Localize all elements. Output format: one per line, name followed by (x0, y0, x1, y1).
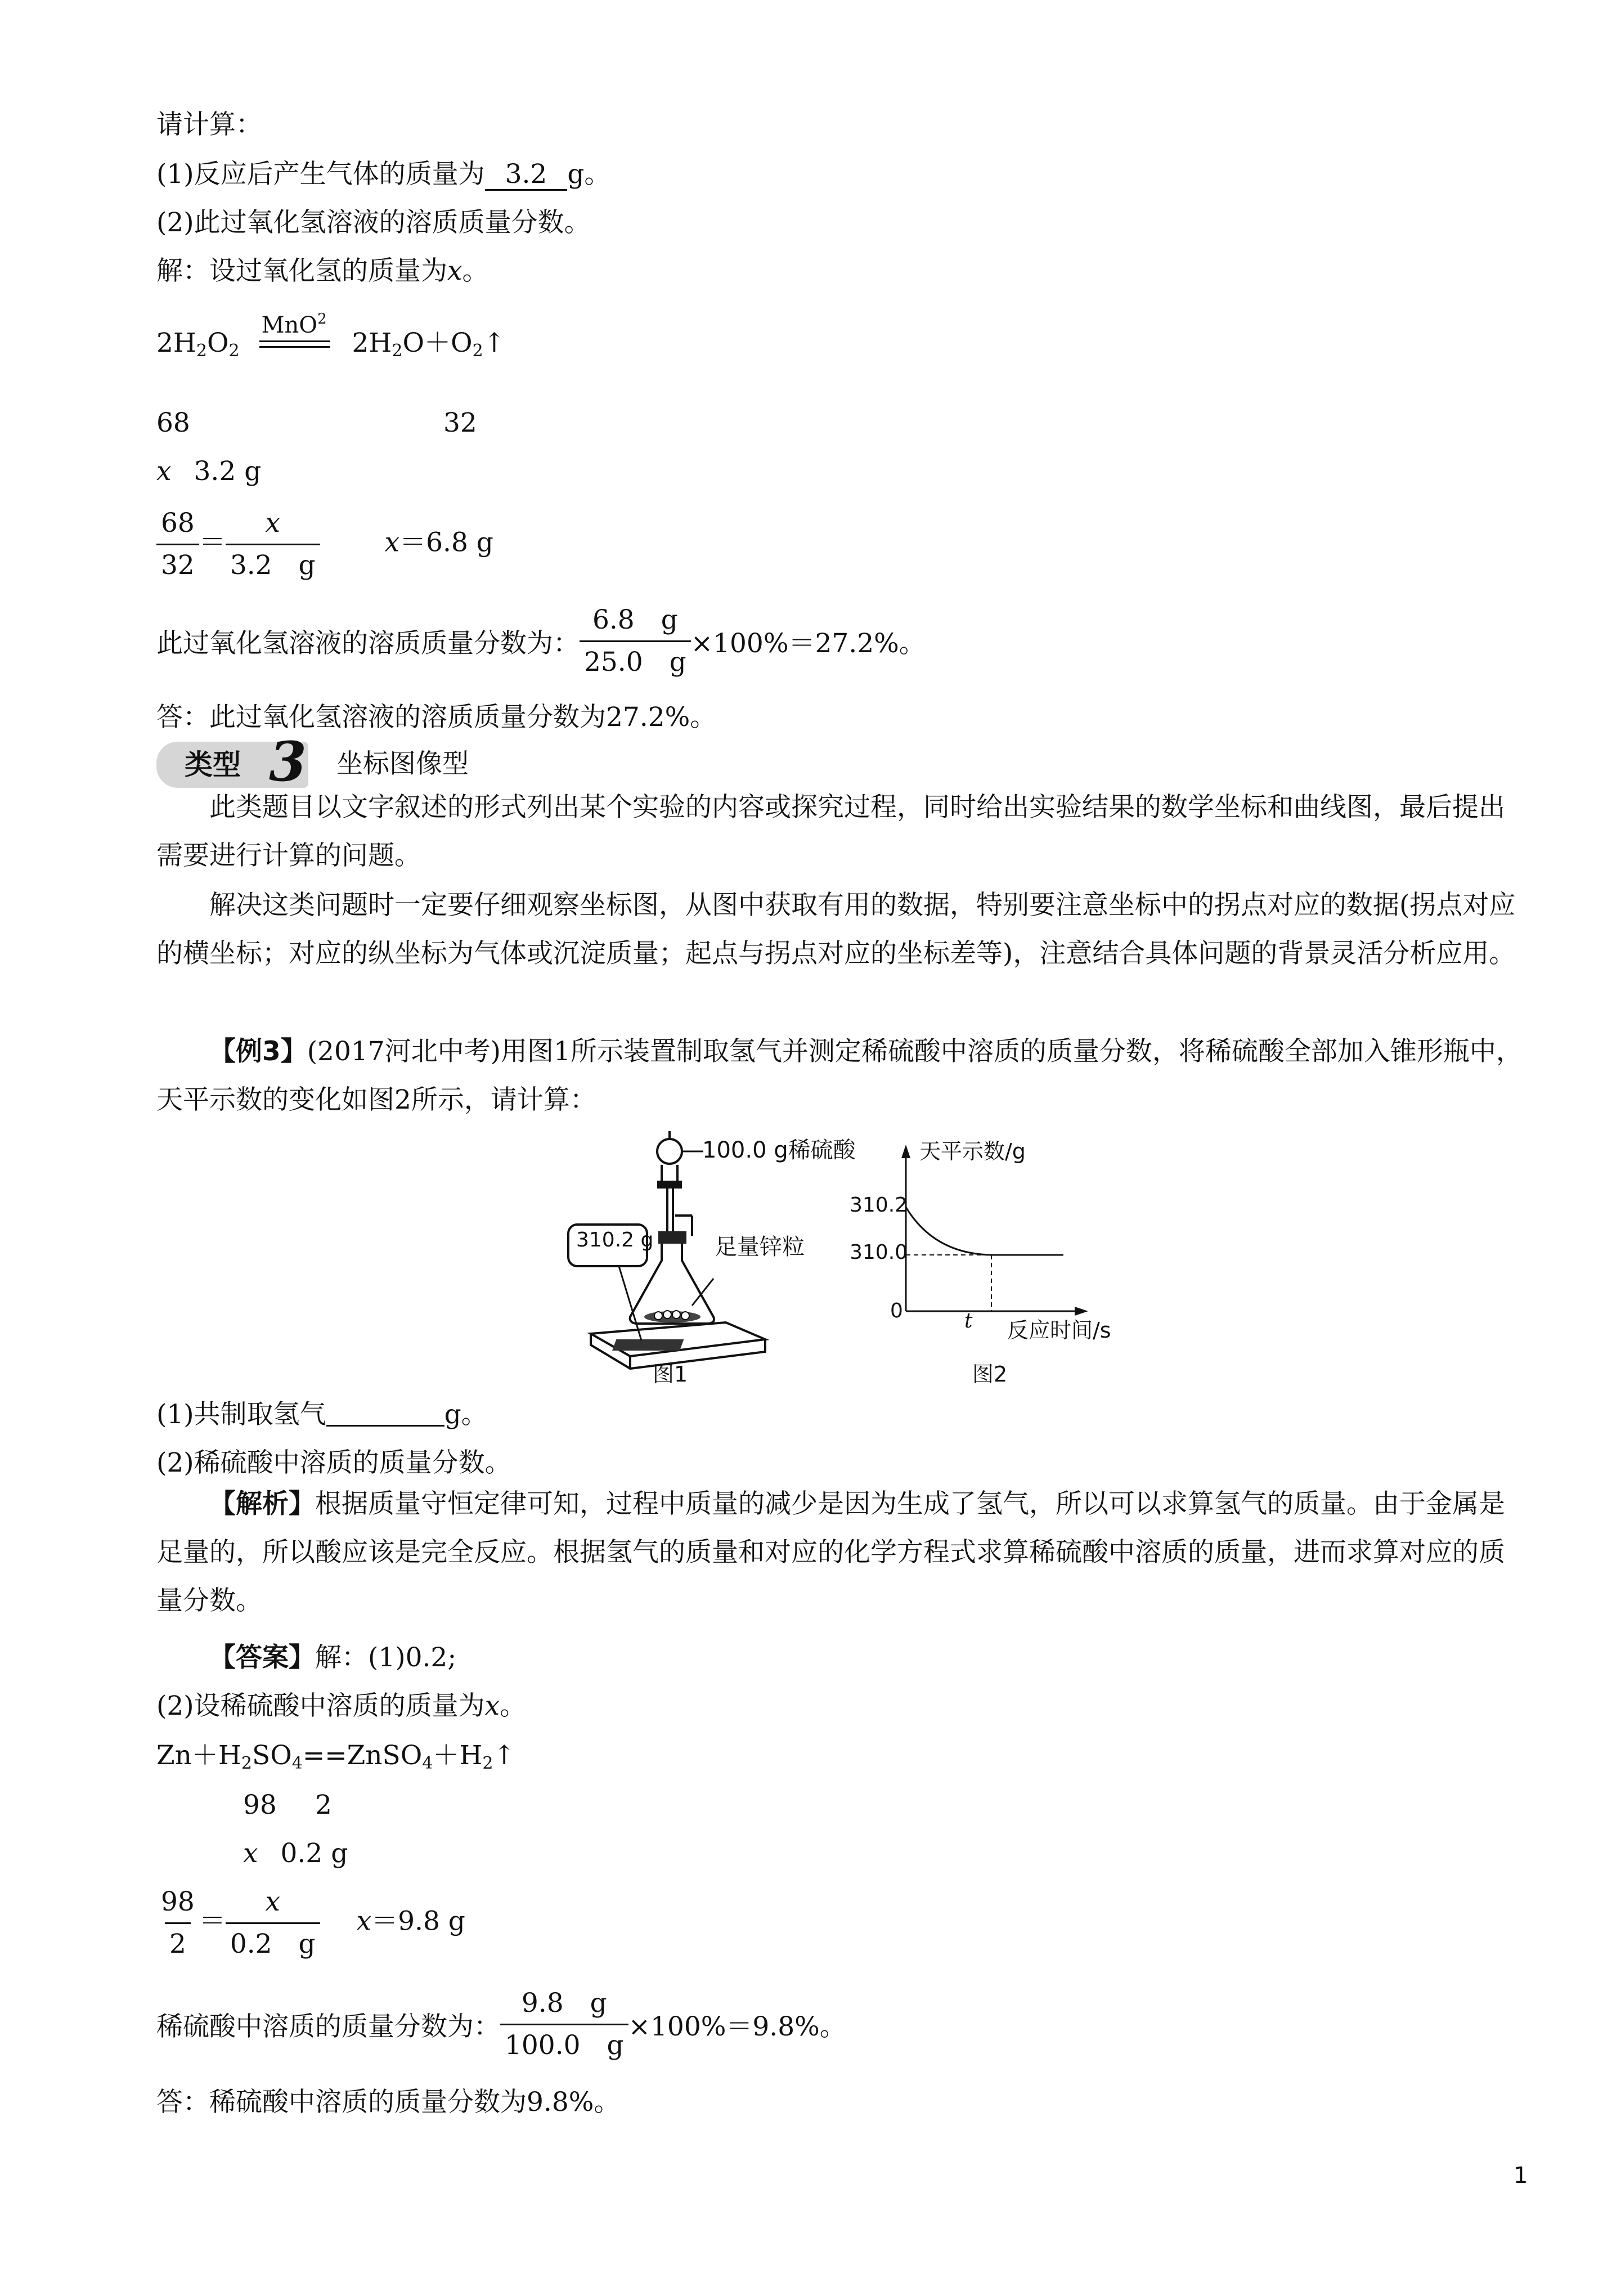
example-text: (2017河北中考)用图1所示装置制取氢气并测定稀硫酸中溶质的质量分数，将稀硫酸全部加入锥形瓶中，天平示数的变化如图2所示，请计算： (156, 1036, 1523, 1115)
y-tick-310-2: 310.2 (850, 1194, 908, 1217)
figure-2-caption: 图2 (972, 1362, 1008, 1387)
type-label: 类型 (185, 748, 241, 781)
mass-value: 0.2 g (280, 1838, 348, 1869)
subscript: 2 (241, 1754, 253, 1773)
eq-term: 2H (352, 328, 392, 358)
molar-mass-3: 98 (243, 1790, 277, 1820)
eq-term: O＋O (402, 328, 473, 358)
percent-label: 此过氧化氢溶液的溶质质量分数为： (156, 628, 580, 659)
equals: ＝ (199, 527, 226, 558)
catalyst-sup: 2 (317, 311, 327, 328)
fraction (226, 506, 320, 582)
mass-row (156, 455, 261, 488)
figure-1-caption: 图1 (653, 1362, 688, 1387)
fraction (156, 506, 199, 582)
paragraph-2: 解决这类问题时一定要仔细观察坐标图，从图中获取有用的数据，特别要注意坐标中的拐点对应的数据(拐点对应的横坐标；对应的纵坐标为气体或沉淀质量；起点与拐点对应的坐标差等)，注意结合具体问题的背景灵活分析应用。 (156, 890, 1516, 969)
chemical-equation-1 (156, 311, 506, 368)
y-axis-arrow-icon (901, 1145, 910, 1158)
eq-term: Zn＋H (156, 1740, 241, 1771)
ex3-question-1 (156, 1398, 488, 1432)
eq-term: ＋H (433, 1740, 483, 1771)
answer-blank-filled: 3.2 (485, 160, 568, 191)
answer-blank (326, 1398, 444, 1427)
variable-x: x (243, 1838, 258, 1869)
numerator: 68 (161, 508, 195, 539)
analysis-text: 根据质量守恒定律可知，过程中质量的减少是因为生成了氢气，所以可以求算氢气的质量。由于金属是足量的，所以酸应该是完全反应。根据氢气的质量和对应的化学方程式求算稀硫酸中溶质的质量，进而求算对应的质量分数。 (156, 1488, 1505, 1616)
fraction (156, 1885, 199, 1961)
subscript: 2 (482, 1754, 493, 1773)
denominator: 25.0 g (580, 640, 691, 679)
x-tick-t: t (964, 1310, 973, 1333)
denominator: 2 (165, 1922, 191, 1961)
numerator: 98 (161, 1886, 195, 1917)
proportion-1 (156, 506, 493, 582)
molar-mass-2: 32 (443, 407, 477, 438)
section-title: 坐标图像型 (336, 748, 469, 779)
result: ＝6.8 g (399, 527, 493, 558)
mass-row-2 (243, 1837, 348, 1871)
numerator: 6.8 g (592, 604, 678, 635)
numerator: 9.8 g (521, 1988, 607, 2019)
ex3-question-2: (2)稀硫酸中溶质的质量分数。 (156, 1447, 511, 1478)
page-number: 1 (1514, 2163, 1528, 2189)
catalyst-text: MnO (261, 312, 318, 338)
denominator: 0.2 g (226, 1922, 320, 1961)
unit: g。 (567, 159, 611, 190)
numerator: x (265, 508, 280, 539)
percent-label: 稀硫酸中溶质的质量分数为： (156, 2011, 500, 2042)
catalyst (262, 302, 327, 342)
final-answer: 答：稀硫酸中溶质的质量分数为9.8%。 (156, 2087, 621, 2118)
unit: g。 (444, 1399, 488, 1430)
eq-term: ==ZnSO (302, 1740, 423, 1771)
scale-reading: 310.2 g (576, 1228, 654, 1252)
subscript: 2 (472, 341, 483, 361)
chemical-equation-2 (156, 1739, 515, 1781)
fraction (580, 603, 691, 679)
variable-x: x (447, 255, 462, 286)
answer-line-2 (156, 1689, 526, 1723)
fraction (226, 1885, 320, 1961)
subscript: 2 (228, 341, 240, 361)
origin-label: 0 (890, 1299, 903, 1322)
answer-text: (2)设稀硫酸中溶质的质量为 (156, 1690, 485, 1721)
answer-line-1 (209, 1641, 456, 1675)
mass-value: 3.2 g (194, 456, 262, 487)
reaction-condition (259, 311, 333, 362)
eq-term: SO (252, 1740, 292, 1771)
eq-term: O (206, 328, 229, 358)
punct: 。 (500, 1690, 527, 1721)
type-badge (156, 730, 308, 793)
proportion-2 (156, 1885, 465, 1961)
denominator: 100.0 g (500, 2024, 628, 2062)
acid-label: 100.0 g稀硫酸 (702, 1137, 856, 1163)
denominator: 3.2 g (226, 544, 320, 582)
question-text: (1)共制取氢气 (156, 1399, 326, 1430)
variable-x: x (356, 1905, 372, 1937)
variable-x: x (484, 1690, 500, 1721)
solution-setup-text: 解：设过氧化氢的质量为 (156, 255, 447, 286)
subscript: 2 (196, 341, 207, 361)
chart-xlabel: 反应时间/s (1007, 1318, 1111, 1343)
fraction (500, 1986, 628, 2062)
calc-intro: 请计算： (156, 109, 262, 140)
answer-tag: 【答案】 (209, 1642, 315, 1673)
equals: ＝ (199, 1905, 226, 1937)
subscript: 4 (291, 1754, 303, 1773)
result: ＝9.8 g (371, 1905, 465, 1937)
denominator: 32 (156, 544, 199, 582)
eq-term: 2H (156, 328, 196, 358)
percent-calc-1 (156, 603, 926, 679)
analysis (156, 1480, 1529, 1625)
variable-x: x (384, 527, 400, 558)
percent-result: ×100%＝9.8%。 (628, 2011, 846, 2042)
percent-calc-2 (156, 1986, 846, 2062)
subscript: 4 (422, 1754, 433, 1773)
type-number: 3 (269, 730, 307, 793)
gas-arrow: ↑ (493, 1740, 515, 1771)
figure-1-apparatus (557, 1131, 855, 1396)
y-tick-310-0: 310.0 (850, 1241, 908, 1264)
paragraph-1: 此类题目以文字叙述的形式列出某个实验的内容或探究过程，同时给出实验结果的数学坐标和曲线图，最后提出需要进行计算的问题。 (156, 792, 1505, 871)
molar-mass-1: 68 (156, 407, 190, 438)
question-1 (156, 158, 610, 191)
solution-setup (156, 254, 489, 288)
variable-x: x (156, 456, 172, 487)
decay-curve (906, 1207, 991, 1255)
example-3 (156, 1028, 1529, 1124)
answer-text: 解：(1)0.2; (315, 1642, 457, 1673)
numerator: x (265, 1886, 280, 1917)
question-1-text: (1)反应后产生气体的质量为 (156, 159, 485, 190)
equals-line (259, 340, 330, 342)
answer-1: 答：此过氧化氢溶液的溶质质量分数为27.2%。 (156, 702, 717, 733)
punct: 。 (462, 255, 489, 286)
molar-mass-4: 2 (315, 1790, 332, 1820)
percent-result: ×100%＝27.2%。 (690, 628, 926, 659)
question-2: (2)此过氧化氢溶液的溶质质量分数。 (156, 207, 591, 238)
zinc-label: 足量锌粒 (715, 1234, 805, 1260)
analysis-tag: 【解析】 (209, 1488, 315, 1519)
example-tag: 【例3】 (209, 1036, 307, 1067)
equals-line (259, 346, 330, 348)
subscript: 2 (392, 341, 403, 361)
chart-ylabel: 天平示数/g (919, 1139, 1026, 1164)
gas-arrow: ↑ (483, 328, 506, 358)
